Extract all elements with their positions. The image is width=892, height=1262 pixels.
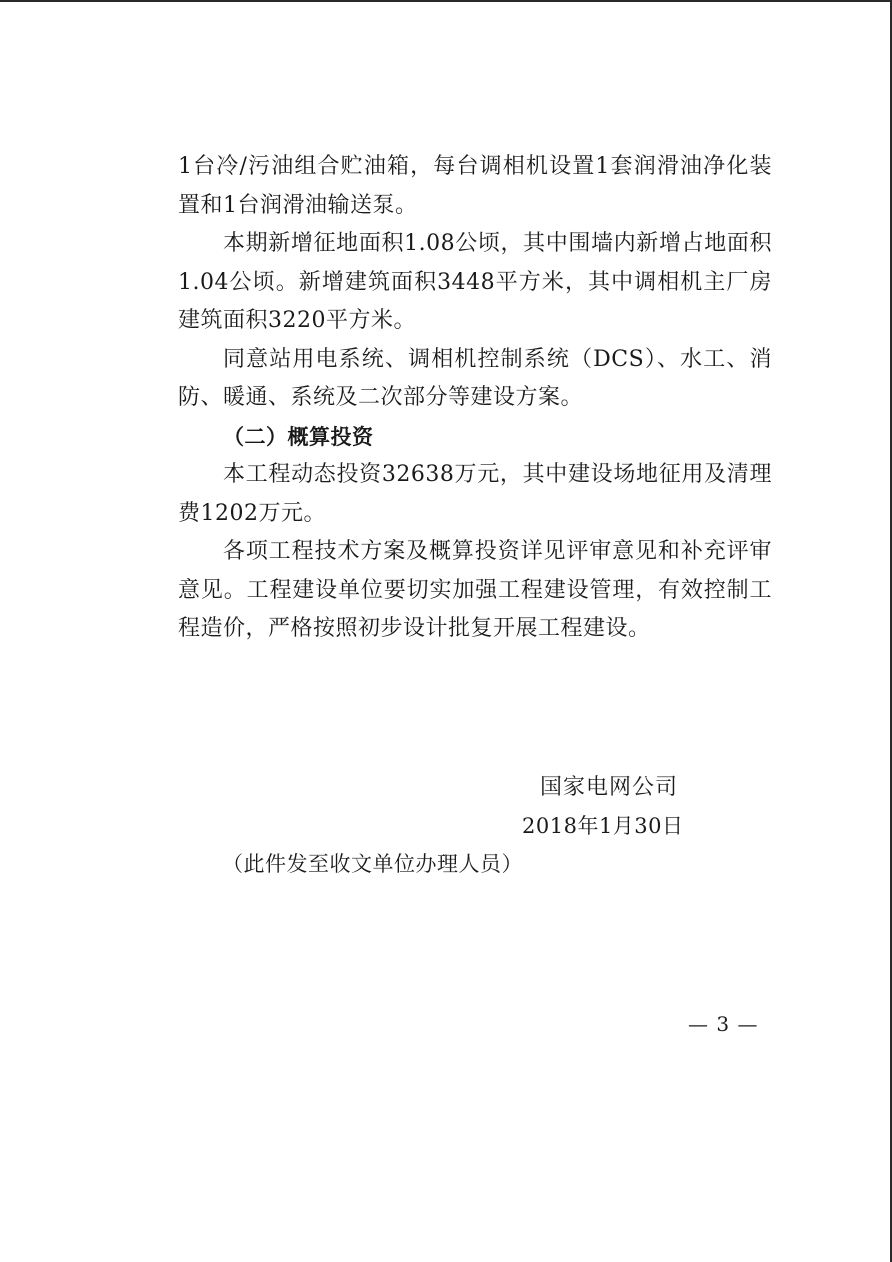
paragraph-review-opinions: 各项工程技术方案及概算投资详见评审意见和补充评审意见。工程建设单位要切实加强工程建设管理，有效控制工程造价，严格按照初步设计批复开展工程建设。 [178,539,772,641]
page-number: — 3 — [688,1012,759,1036]
paragraph-oil-tank: 1台冷/污油组合贮油箱，每台调相机设置1套润滑油净化装置和1台润滑油输送泵。 [178,154,772,218]
section-heading-budget: （二）概算投资 [223,424,374,449]
issuer-name: 国家电网公司 [540,775,679,800]
issue-date: 2018年1月30日 [522,814,684,838]
page-top-border [0,0,892,2]
document-body [178,148,772,649]
distribution-note: （此件发至收文单位办理人员） [222,852,523,876]
paragraph-land-area: 本期新增征地面积1.08公顷，其中围墙内新增占地面积1.04公顷。新增建筑面积3448平方米，其中调相机主厂房建筑面积3220平方米。 [178,231,772,333]
paragraph-dynamic-investment: 本工程动态投资32638万元，其中建设场地征用及清理费1202万元。 [178,462,772,526]
paragraph-construction-plan: 同意站用电系统、调相机控制系统（DCS）、水工、消防、暖通、系统及二次部分等建设方案。 [178,346,772,410]
